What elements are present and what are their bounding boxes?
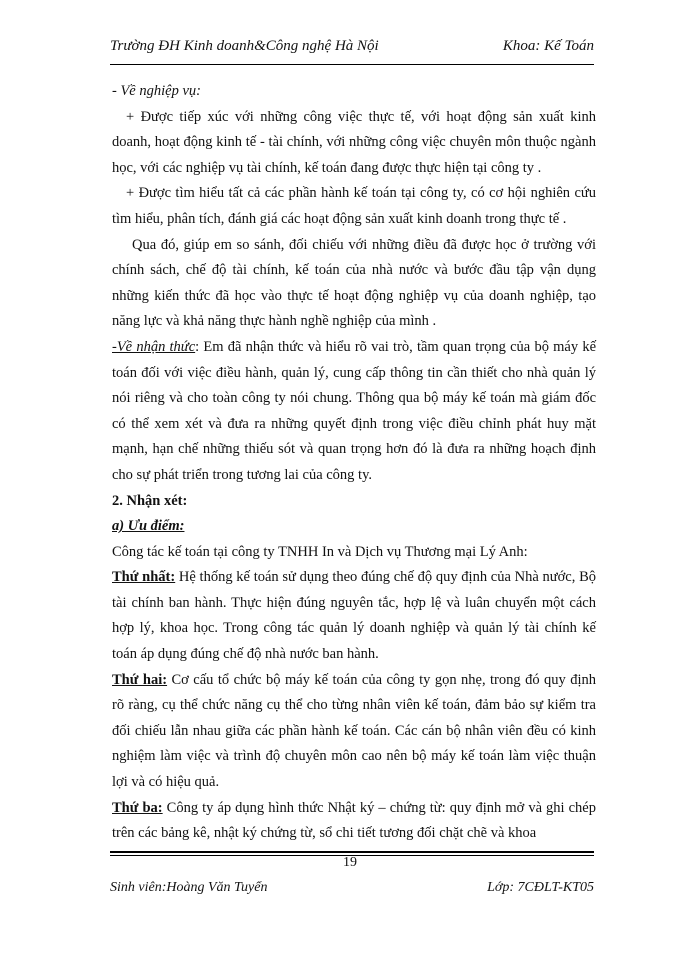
section-heading-nhan-xet: 2. Nhận xét: <box>112 492 188 509</box>
thu-hai-text: Cơ cấu tổ chức bộ máy kế toán của công ty gọn nhẹ, trong đó quy định rõ ràng, cụ thể chức năng cụ thể cho từng nhân viên kế toán, đảm bảo sự kiểm tra đối chiếu lẫn nhau giữa các phần hành kế toán. Các cán bộ nhân viên đều có kinh nghiệm làm việc và trình độ chuyên môn cao nên bộ máy kế toán làm việc thuận lợi và có hiệu quả. <box>112 671 596 791</box>
footer-class: Lớp: 7CĐLT-KT05 <box>487 880 594 895</box>
thu-nhat-paragraph <box>112 565 596 667</box>
header-school: Trường ĐH Kinh doanh&Công nghệ Hà Nội <box>110 38 379 54</box>
bullet-paragraph-1: + Được tiếp xúc với những công việc thực tế, với hoạt động sản xuất kinh doanh, hoạt động kinh tế - tài chính, với những công việc chuyên môn thuộc ngành học, với các nghiệp vụ tài chính, kế toán đang được thực hiện tại công ty . <box>112 108 596 176</box>
bullet-paragraph-2: + Được tìm hiểu tất cả các phần hành kế toán tại công ty, có cơ hội nghiên cứu tìm hiểu, phân tích, đánh giá các hoạt động sản xuất kinh doanh trong thực tế . <box>112 185 596 227</box>
nhan-thuc-label: -Về nhận thức <box>112 338 196 355</box>
header-rule <box>110 64 594 65</box>
qua-do-paragraph: Qua đó, giúp em so sánh, đối chiếu với những điều đã được học ở trường với chính sách, chế độ tài chính, kế toán của nhà nước và bước đầu tập vận dụng những kiến thức đã học vào thực tế hoạt động nghiệp vụ của doanh nghiệp, tạo năng lực và khả năng thực hành nghề nghiệp của mình . <box>112 236 596 330</box>
footer-student: Sinh viên:Hoàng Văn Tuyển <box>110 880 268 895</box>
intro-line: Công tác kế toán tại công ty TNHH In và Dịch vụ Thương mại Lý Anh: <box>112 543 528 560</box>
thu-hai-paragraph <box>112 668 596 796</box>
thu-ba-text: Công ty áp dụng hình thức Nhật ký – chứng từ: quy định mở và ghi chép trên các bảng kê, nhật ký chứng từ, sổ chi tiết tương đối chặt chẽ và khoa <box>112 799 596 842</box>
document-body <box>112 79 596 847</box>
thu-hai-label: Thứ hai: <box>112 671 168 688</box>
thu-ba-paragraph <box>112 796 596 847</box>
thu-nhat-label: Thứ nhất: <box>112 569 176 586</box>
subsection-heading-uu-diem: a) Ưu điểm: <box>112 518 185 535</box>
nghiep-vu-heading: - Về nghiệp vụ: <box>112 83 201 99</box>
thu-ba-label: Thứ ba: <box>112 799 163 816</box>
header-department: Khoa: Kế Toán <box>502 38 594 54</box>
page-header <box>110 38 594 62</box>
footer-rule-top <box>110 851 594 853</box>
page-footer <box>110 880 594 902</box>
page-number: 19 <box>343 855 357 870</box>
nhan-thuc-text: : Em đã nhận thức và hiểu rõ vai trò, tầm quan trọng của bộ máy kế toán đối với việc điều hành, quản lý, cung cấp thông tin cần thiết cho nhà quản lý nói riêng và cho toàn công ty nói chung. Thông qua bộ máy kế toán mà giám đốc có thể xem xét và đưa ra những quyết định trong việc điều chỉnh phát huy mặt mạnh, hạn chế những thiếu sót và quan trọng hơn đó là đưa ra những hoạch định cho sự phát triển trong tương lai của công ty. <box>112 338 596 483</box>
thu-nhat-text: Hệ thống kế toán sử dụng theo đúng chế độ quy định của Nhà nước, Bộ tài chính ban hành. Thực hiện đúng nguyên tắc, hợp lệ và luân chuyển một cách hợp lý, khoa học. Trong công tác quản lý doanh nghiệp và quản lý tài chính kế toán áp dụng đúng chế độ nhà nước ban hành. <box>112 569 596 663</box>
nhan-thuc-paragraph <box>112 335 596 489</box>
